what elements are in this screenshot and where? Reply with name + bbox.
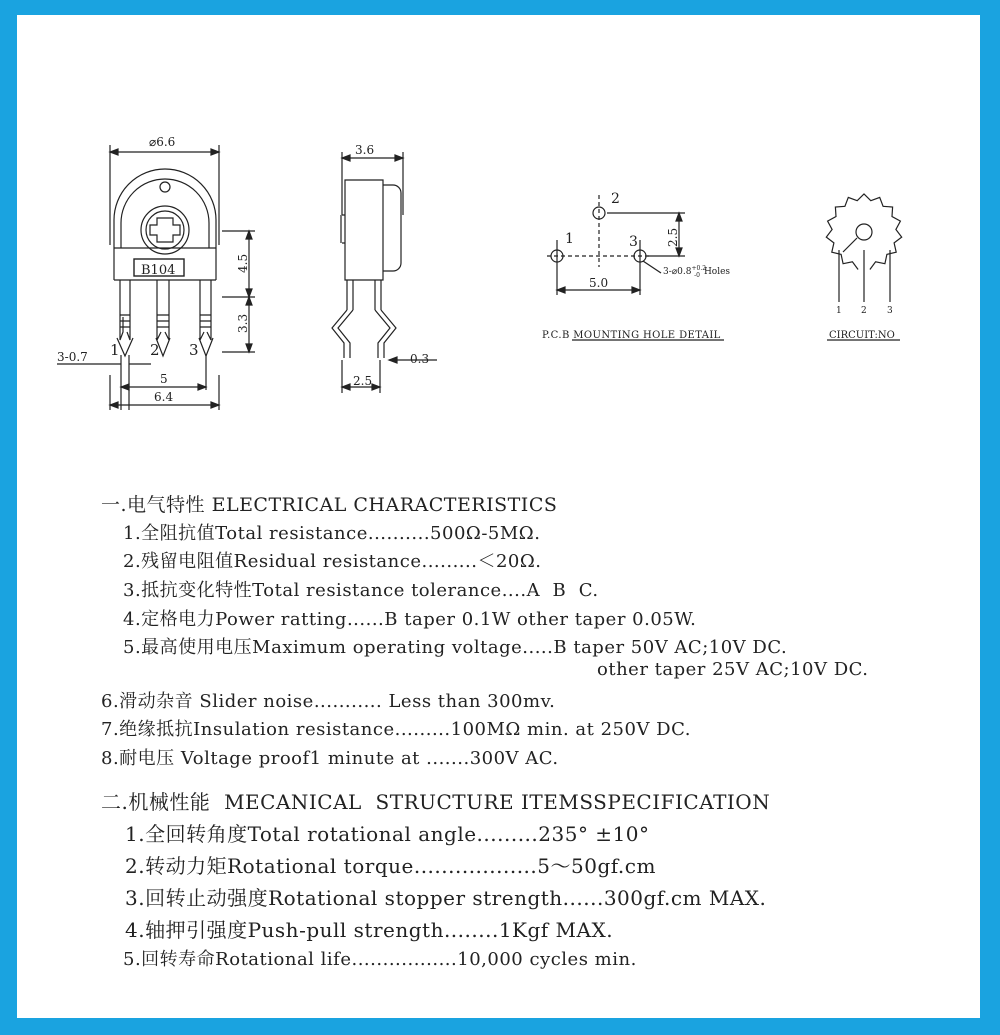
dim-pin-width-label: 3-0.7 (57, 350, 88, 364)
spec-line: 5.回转寿命Rotational life.................10,000 cycles min. (123, 949, 637, 970)
datasheet-page (17, 15, 980, 1018)
spec-line: 8.耐电压 Voltage proof1 minute at .......300V AC. (101, 748, 559, 769)
dim-depth-label: 3.6 (355, 143, 375, 157)
dim-height-lower-label: 3.3 (236, 313, 250, 333)
spec-line: 3.回转止动强度Rotational stopper strength......300gf.cm MAX. (125, 886, 767, 910)
part-marking-label: B104 (141, 263, 176, 278)
holes-spec-label: $3-⌀0.8^{+0.2}$ -0 Holes (663, 265, 731, 279)
circuit-pin-2-label: 2 (861, 306, 867, 316)
spec-line: 2.转动力矩Rotational torque..................5～50gf.cm (125, 854, 656, 878)
technical-drawing (17, 15, 980, 475)
dim-width-label: 6.4 (154, 390, 174, 404)
dim-spread-label: 2.5 (353, 374, 373, 388)
circuit-caption: CIRCUIT:NO (829, 330, 895, 341)
spec-line: 2.残留电阻值Residual resistance.........＜20Ω. (123, 551, 542, 572)
pcb-caption: P.C.B MOUNTING HOLE DETAIL (542, 330, 721, 341)
spec-line: 1.全回转角度Total rotational angle.........235° ±10° (125, 822, 650, 846)
dim-pitch-label: 5 (160, 372, 168, 386)
circuit-symbol (826, 194, 901, 340)
mechanical-heading: 二.机械性能 MECANICAL STRUCTURE ITEMSSPECIFICATION (101, 790, 771, 814)
circuit-pin-1-label: 1 (836, 306, 842, 316)
dim-diameter-label: ⌀6.6 (149, 135, 176, 149)
spec-line: 4.定格电力Power ratting......B taper 0.1W other taper 0.05W. (123, 609, 697, 630)
dim-hole-horizontal-label: 5.0 (589, 276, 609, 290)
dim-thickness-label: 0.3 (410, 352, 430, 366)
electrical-heading: 一.电气特性 ELECTRICAL CHARACTERISTICS (101, 494, 558, 516)
spec-line: 7.绝缘抵抗Insulation resistance.........100MΩ min. at 250V DC. (101, 719, 691, 740)
spec-line: 4.轴押引强度Push-pull strength........1Kgf MAX. (125, 918, 614, 942)
dim-hole-vertical-label: 2.5 (666, 227, 680, 247)
pin-3-label: 3 (189, 341, 199, 359)
spec-line-continuation: other taper 25V AC;10V DC. (597, 659, 869, 680)
hole-2-label: 2 (611, 191, 620, 207)
circuit-pin-3-label: 3 (887, 306, 893, 316)
spec-line: 1.全阻抗值Total resistance..........500Ω-5MΩ. (123, 523, 541, 544)
dim-height-upper-label: 4.5 (236, 253, 250, 273)
spec-line: 3.抵抗变化特性Total resistance tolerance....A B C. (123, 580, 599, 601)
hole-3-label: 3 (629, 234, 638, 250)
pin-2-label: 2 (150, 341, 160, 359)
spec-line: 5.最高使用电压Maximum operating voltage.....B taper 50V AC;10V DC. (123, 637, 788, 658)
pin-1-label: 1 (110, 341, 120, 359)
hole-1-label: 1 (565, 231, 574, 247)
spec-line: 6.滑动杂音 Slider noise........... Less than 300mv. (101, 691, 556, 712)
